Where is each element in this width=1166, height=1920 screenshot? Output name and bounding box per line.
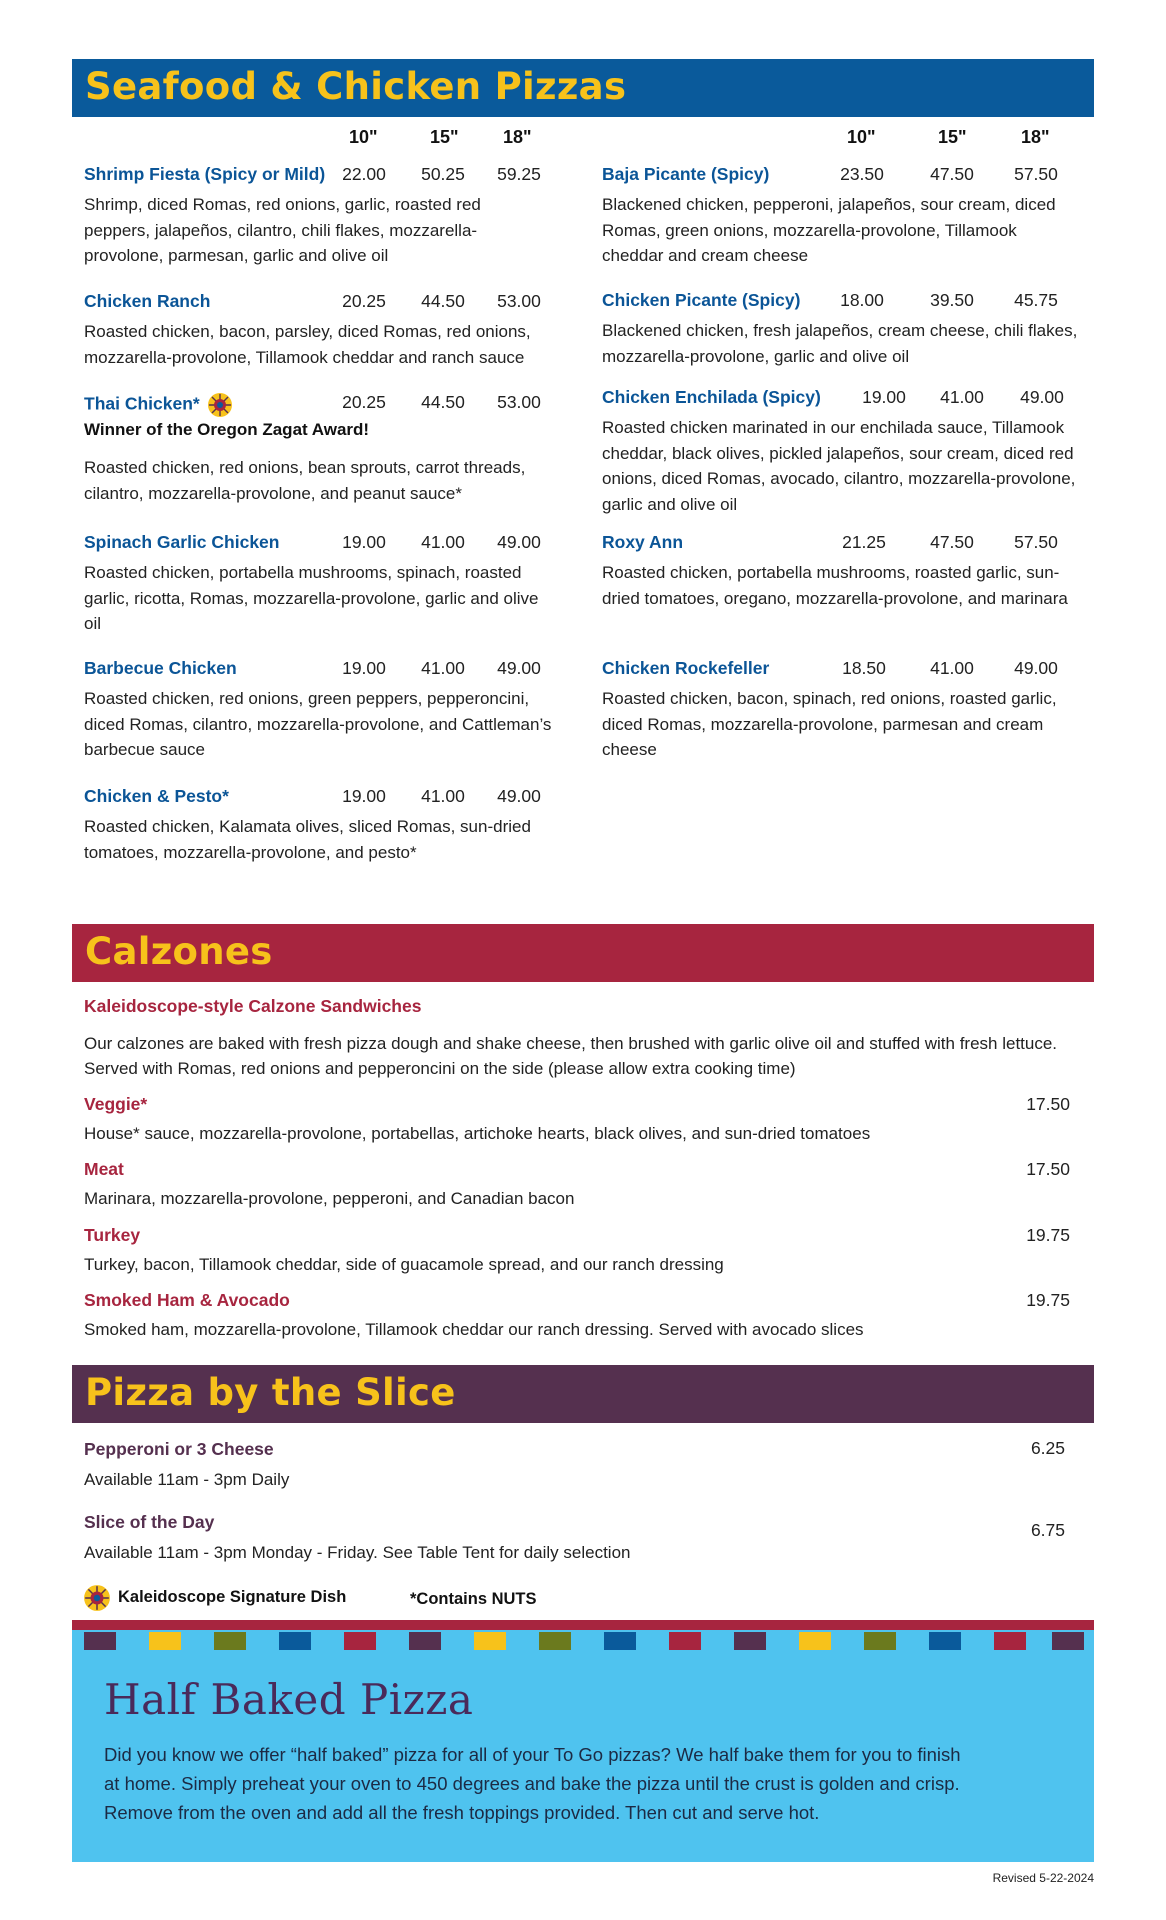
item-description: Roasted chicken, red onions, green peppers, pepperoncini, diced Romas, cilantro, mozzarella-provolone, and Cattleman’s barbecue sauce (84, 689, 552, 759)
section-title: Pizza by the Slice (85, 1371, 456, 1414)
item-name: Spinach Garlic Chicken (84, 532, 280, 552)
calzones-header (72, 924, 1094, 982)
calzone-item-price: 17.50 (1026, 1159, 1070, 1179)
item-name: Shrimp Fiesta (Spicy or Mild) (84, 164, 326, 184)
item-description: Roasted chicken, Kalamata olives, sliced Romas, sun-dried tomatoes, mozzarella-provolone, and pesto* (84, 817, 531, 862)
price-10: 18.00 (840, 290, 884, 310)
size-18-header: 18" (503, 127, 532, 147)
decorative-square (84, 1632, 116, 1650)
section-title: Seafood & Chicken Pizzas (85, 65, 627, 108)
item-name: Roxy Ann (602, 532, 684, 552)
price-18: 49.00 (497, 658, 541, 678)
price-15: 41.00 (421, 532, 465, 552)
calzone-item-description: House* sauce, mozzarella-provolone, portabellas, artichoke hearts, black olives, and sun-dried tomatoes (84, 1124, 871, 1143)
price-15: 41.00 (421, 786, 465, 806)
price-15: 50.25 (421, 164, 465, 184)
decorative-square (864, 1632, 896, 1650)
calzone-item-description: Turkey, bacon, Tillamook cheddar, side of guacamole spread, and our ranch dressing (84, 1255, 724, 1274)
price-18: 59.25 (497, 164, 541, 184)
price-15: 47.50 (930, 532, 974, 552)
nuts-legend: *Contains NUTS (410, 1590, 537, 1608)
price-10: 20.25 (342, 392, 386, 412)
item-description: Blackened chicken, pepperoni, jalapeños, sour cream, diced Romas, green onions, mozzarella-provolone, Tillamook cheddar and cream cheese (602, 195, 1056, 265)
item-description: Roasted chicken, bacon, spinach, red onions, roasted garlic, diced Romas, mozzarella-provolone, parmesan and cream cheese (602, 689, 1057, 759)
price-15: 44.50 (421, 392, 465, 412)
calzone-item-name: Veggie* (84, 1094, 148, 1114)
price-10: 19.00 (342, 786, 386, 806)
item-name: Baja Picante (Spicy) (602, 164, 770, 184)
size-15-header: 15" (938, 127, 967, 147)
slice-item-price: 6.75 (1030, 1520, 1065, 1540)
award-note: Winner of the Oregon Zagat Award! (84, 420, 370, 439)
calzone-item-name: Smoked Ham & Avocado (84, 1290, 290, 1310)
decorative-square (929, 1632, 961, 1650)
price-10: 18.50 (842, 658, 886, 678)
price-10: 23.50 (840, 164, 884, 184)
signature-dish-icon (83, 1584, 111, 1612)
item-description: Blackened chicken, fresh jalapeños, cream cheese, chili flakes, mozzarella-provolone, garlic and olive oil (602, 321, 1078, 366)
price-15: 41.00 (940, 387, 984, 407)
item-description: Roasted chicken, bacon, parsley, diced Romas, red onions, mozzarella-provolone, Tillamook cheddar and ranch sauce (84, 322, 531, 367)
price-10: 20.25 (342, 291, 386, 311)
item-name: Chicken Ranch (84, 291, 211, 311)
price-18: 57.50 (1014, 164, 1058, 184)
size-15-header: 15" (430, 127, 459, 147)
decorative-square (409, 1632, 441, 1650)
item-name: Chicken Enchilada (Spicy) (602, 387, 821, 407)
item-description: Roasted chicken, portabella mushrooms, roasted garlic, sun-dried tomatoes, oregano, mozzarella-provolone, and marinara (602, 563, 1068, 608)
calzone-intro: Our calzones are baked with fresh pizza dough and shake cheese, then brushed with garlic olive oil and stuffed with fresh lettuce. Served with Romas, red onions and pepperoncini on the side (please allow extra cooking time) (84, 1034, 1058, 1078)
item-name-text: Thai Chicken* (84, 393, 200, 414)
price-10: 22.00 (342, 164, 386, 184)
calzone-item-description: Marinara, mozzarella-provolone, pepperoni, and Canadian bacon (84, 1189, 575, 1208)
price-15: 47.50 (930, 164, 974, 184)
decorative-square (539, 1632, 571, 1650)
seafood-chicken-header (72, 59, 1094, 117)
price-15: 41.00 (930, 658, 974, 678)
calzone-subtitle: Kaleidoscope-style Calzone Sandwiches (84, 996, 422, 1016)
signature-legend: Kaleidoscope Signature Dish (118, 1588, 347, 1606)
decorative-square (799, 1632, 831, 1650)
size-10-header: 10" (847, 127, 876, 147)
item-description: Roasted chicken, red onions, bean sprouts, carrot threads, cilantro, mozzarella-provolone, and peanut sauce* (84, 458, 526, 503)
slice-item-name: Pepperoni or 3 Cheese (84, 1439, 274, 1459)
price-18: 53.00 (497, 291, 541, 311)
price-18: 49.00 (497, 786, 541, 806)
calzone-item-name: Meat (84, 1159, 124, 1179)
item-name: Chicken Rockefeller (602, 658, 770, 678)
decorative-square (474, 1632, 506, 1650)
price-18: 49.00 (497, 532, 541, 552)
item-description: Shrimp, diced Romas, red onions, garlic, roasted red peppers, jalapeños, cilantro, chili flakes, mozzarella-provolone, parmesan, garlic and olive oil (84, 195, 481, 265)
slice-item-description: Available 11am - 3pm Monday - Friday. See Table Tent for daily selection (84, 1543, 631, 1562)
calzone-item-name: Turkey (84, 1225, 141, 1245)
calzone-item-price: 19.75 (1026, 1225, 1070, 1245)
signature-dish-icon (207, 392, 233, 418)
price-10: 19.00 (342, 532, 386, 552)
price-15: 39.50 (930, 290, 974, 310)
slice-item-price: 6.25 (1030, 1438, 1065, 1458)
slice-item-name: Slice of the Day (84, 1512, 215, 1532)
half-baked-panel (72, 1620, 1094, 1862)
half-baked-body: Did you know we offer “half baked” pizza for all of your To Go pizzas? We half bake them for you to finish at home. Simply preheat your oven to 450 degrees and bake the pizza until the crust is golden and crisp. Remove from the oven and add all the fresh toppings provided. Then cut and serve hot. (104, 1744, 961, 1823)
decorative-square (734, 1632, 766, 1650)
item-description: Roasted chicken marinated in our enchilada sauce, Tillamook cheddar, black olives, pickled jalapeños, sour cream, diced red onions, diced Romas, avocado, cilantro, mozzarella-provolone, garlic and olive oil (602, 418, 1076, 514)
item-name: Chicken Picante (Spicy) (602, 290, 801, 310)
price-18: 49.00 (1014, 658, 1058, 678)
price-10: 19.00 (342, 658, 386, 678)
size-18-header: 18" (1021, 127, 1050, 147)
decorative-square (344, 1632, 376, 1650)
section-title: Calzones (85, 930, 273, 973)
price-15: 44.50 (421, 291, 465, 311)
calzone-item-price: 17.50 (1026, 1094, 1070, 1114)
decorative-square (1052, 1632, 1084, 1650)
decorative-square (279, 1632, 311, 1650)
calzone-item-price: 19.75 (1026, 1290, 1070, 1310)
item-name: Barbecue Chicken (84, 658, 237, 678)
calzone-item-description: Smoked ham, mozzarella-provolone, Tillamook cheddar our ranch dressing. Served with avocado slices (84, 1320, 864, 1339)
slice-header (72, 1365, 1094, 1423)
item-description: Roasted chicken, portabella mushrooms, spinach, roasted garlic, ricotta, Romas, mozzarella-provolone, garlic and olive oil (84, 563, 539, 633)
item-name (84, 392, 233, 418)
decorative-square (604, 1632, 636, 1650)
decorative-square (994, 1632, 1026, 1650)
price-15: 41.00 (421, 658, 465, 678)
price-18: 53.00 (497, 392, 541, 412)
price-18: 49.00 (1020, 387, 1064, 407)
decorative-square (149, 1632, 181, 1650)
decorative-strip (72, 1620, 1094, 1630)
half-baked-title: Half Baked Pizza (104, 1675, 474, 1724)
decorative-square (669, 1632, 701, 1650)
price-10: 19.00 (862, 387, 906, 407)
price-10: 21.25 (842, 532, 886, 552)
size-10-header: 10" (349, 127, 378, 147)
price-18: 57.50 (1014, 532, 1058, 552)
price-18: 45.75 (1014, 290, 1058, 310)
slice-item-description: Available 11am - 3pm Daily (84, 1470, 290, 1489)
revised-date: Revised 5-22-2024 (992, 1871, 1094, 1885)
decorative-square (214, 1632, 246, 1650)
item-name: Chicken & Pesto* (84, 786, 229, 806)
